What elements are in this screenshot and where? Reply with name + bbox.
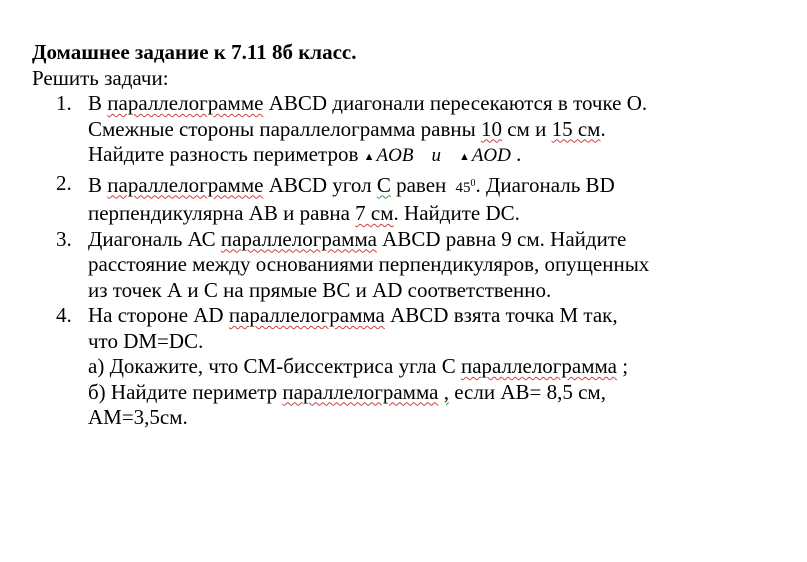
task-line bbox=[88, 117, 792, 143]
task-line bbox=[88, 380, 792, 406]
spellcheck-word: параллелограмме bbox=[107, 172, 264, 197]
task-text: В bbox=[88, 91, 108, 115]
task-text: Смежные стороны параллелограмма равны bbox=[88, 116, 481, 141]
task-text: ; bbox=[616, 354, 629, 378]
angle-number: 45 bbox=[455, 179, 471, 196]
triangle-aob: AOB bbox=[376, 145, 414, 166]
triangle-icon: ▲ bbox=[458, 151, 470, 163]
task-text: Диагональ АС bbox=[88, 226, 221, 251]
task-text: На стороне AD bbox=[88, 303, 229, 327]
task-text: ABCD угол bbox=[263, 172, 377, 197]
task-line bbox=[88, 142, 792, 171]
task-text: ABCD равна 9 см. Найдите bbox=[376, 226, 627, 251]
task-number: 3. bbox=[56, 226, 72, 251]
task-text: . Найдите DC. bbox=[393, 201, 520, 225]
task-line: расстояние между основаниями перпендикуляров, опущенных bbox=[88, 252, 650, 276]
task-text: ABCD взята точка М так, bbox=[384, 303, 618, 327]
document-page bbox=[32, 40, 792, 431]
task-line bbox=[88, 227, 792, 253]
document-intro: Решить задачи: bbox=[32, 65, 169, 90]
spellcheck-word: параллелограмма bbox=[460, 354, 617, 378]
angle-value bbox=[455, 177, 476, 196]
spellcheck-word: параллелограмме bbox=[107, 91, 264, 115]
task-item-1 bbox=[32, 91, 792, 171]
task-text: равен bbox=[390, 172, 452, 197]
task-number: 2. bbox=[56, 170, 72, 195]
task-text: если АВ= 8,5 см, bbox=[448, 379, 606, 404]
task-line: из точек А и С на прямые ВС и AD соответственно. bbox=[88, 277, 552, 302]
spellcheck-word: параллелограмма bbox=[228, 303, 385, 327]
task-item-2 bbox=[32, 171, 792, 227]
task-line: что DM=DC. bbox=[88, 328, 204, 353]
task-line bbox=[88, 303, 792, 329]
task-text: б) Найдите периметр bbox=[88, 379, 283, 404]
task-item-3 bbox=[32, 227, 792, 304]
task-text: . bbox=[510, 142, 522, 166]
conjunction: и bbox=[431, 145, 441, 166]
task-text: . Диагональ BD bbox=[475, 172, 615, 197]
task-line bbox=[88, 91, 792, 117]
spellcheck-word: 15 см bbox=[551, 116, 601, 141]
task-text: перпендикулярна АВ и равна bbox=[88, 201, 356, 225]
spellcheck-word: параллелограмма bbox=[282, 379, 439, 404]
spellcheck-word: параллелограмма bbox=[220, 226, 377, 251]
spellcheck-word: 7 см bbox=[355, 201, 394, 225]
task-text: В bbox=[88, 172, 108, 197]
task-line bbox=[88, 354, 792, 380]
task-list bbox=[32, 91, 792, 431]
document-title: Домашнее задание к 7.11 8б класс. bbox=[32, 40, 357, 64]
task-number: 4. bbox=[56, 303, 72, 327]
task-line bbox=[88, 171, 792, 202]
grammar-mark: , bbox=[443, 379, 449, 404]
task-text: Найдите разность периметров bbox=[88, 142, 364, 166]
triangle-icon: ▲ bbox=[363, 151, 375, 163]
spellcheck-word: 10 bbox=[480, 116, 502, 141]
task-text: ABCD диагонали пересекаются в точке О. bbox=[263, 91, 648, 115]
task-text: . bbox=[600, 116, 606, 141]
grammar-word: С bbox=[376, 172, 391, 197]
task-item-4 bbox=[32, 303, 792, 431]
task-text: а) Докажите, что СМ-биссектриса угла С bbox=[88, 354, 461, 378]
task-line: АМ=3,5см. bbox=[88, 405, 188, 429]
task-number: 1. bbox=[56, 91, 72, 115]
triangle-aod: AOD bbox=[471, 145, 511, 166]
degree-sign: 0 bbox=[470, 177, 476, 189]
task-text: см и bbox=[501, 116, 552, 141]
task-line bbox=[88, 201, 792, 227]
